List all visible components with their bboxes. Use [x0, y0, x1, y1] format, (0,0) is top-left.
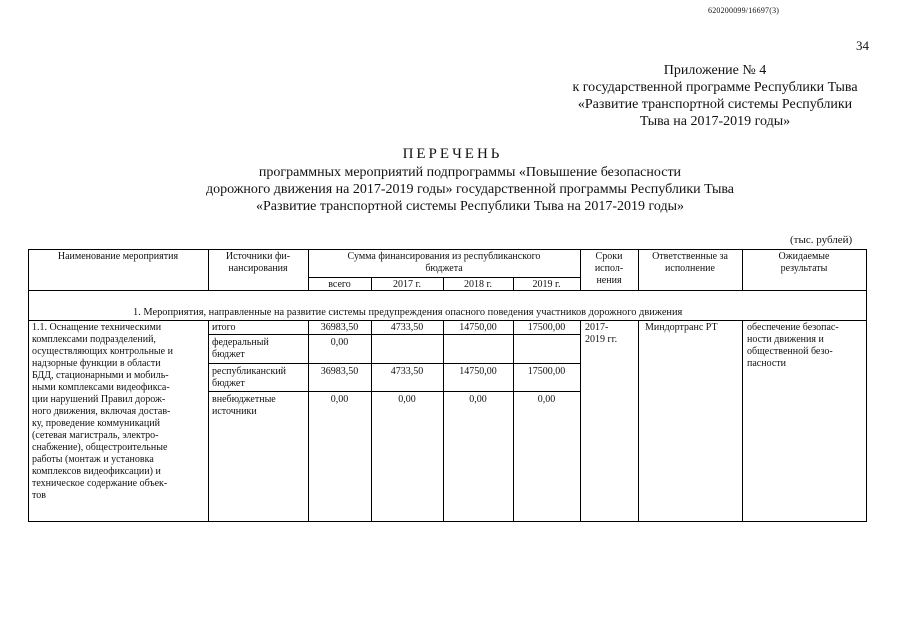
source-label-line: внебюджетные	[212, 394, 276, 405]
header-name: Наименование мероприятия	[57, 251, 179, 262]
measure-name-line: комплексов видеофиксации) и	[32, 466, 161, 477]
measure-name-line: (сетевая магистраль, электро-	[32, 430, 159, 441]
cell-terms	[585, 322, 637, 346]
document-subtitle	[120, 164, 820, 215]
header-sources	[208, 251, 308, 275]
cell-2017: 0,00	[398, 394, 416, 405]
results-line: обеспечение безопас-	[747, 322, 839, 333]
measure-name-line: ку, проведение коммуникаций	[32, 418, 160, 429]
measure-name-line: работы (монтаж и установка	[32, 454, 154, 465]
header-2017: 2017 г.	[393, 279, 421, 290]
header-sum-line: Сумма финансирования из республиканского	[347, 251, 541, 262]
measure-name-line: техническое содержание объек-	[32, 478, 168, 489]
cell-2019: 17500,00	[527, 366, 566, 377]
measure-name-line: надзорные функции в области	[32, 358, 161, 369]
document-title: ПЕРЕЧЕНЬ	[402, 146, 503, 162]
source-label-line: бюджет	[212, 349, 245, 360]
measure-name-line: тов	[32, 490, 46, 501]
appendix-line: Приложение № 4	[663, 63, 767, 78]
subtitle-line: программных мероприятий подпрограммы «Повышение безопасности	[258, 165, 682, 180]
header-results-line: Ожидаемые	[778, 251, 830, 262]
appendix-header	[560, 62, 870, 130]
cell-total: 0,00	[330, 337, 349, 348]
header-terms-line: нения	[596, 275, 622, 286]
header-2018: 2018 г.	[464, 279, 492, 290]
measure-name-line: снабжение), общестроительные	[32, 442, 168, 453]
source-label-line: республиканский	[212, 366, 287, 377]
source-label-line: бюджет	[212, 378, 245, 389]
section-title: 1. Мероприятия, направленные на развитие системы предупреждения опасного поведения участников дорожного движения	[133, 307, 683, 318]
appendix-line: Тыва на 2017-2019 годы»	[639, 114, 791, 129]
cell-2018: 14750,00	[459, 322, 497, 333]
source-federal-label	[212, 337, 306, 361]
cell-2019: 17500,00	[527, 322, 566, 333]
cell-results	[747, 322, 865, 370]
measure-name-line: ции нарушений Правил дорож-	[32, 394, 166, 405]
source-republic-label	[212, 366, 306, 390]
cell-total: 36983,50	[320, 322, 359, 333]
header-sources-line: нансирования	[228, 263, 288, 274]
header-sum	[308, 251, 580, 275]
measure-name	[32, 322, 208, 502]
header-terms	[580, 251, 638, 287]
header-sum-line: бюджета	[425, 263, 463, 274]
measure-name-line: 1.1. Оснащение техническими	[32, 322, 162, 333]
header-sources-line: Источники фи-	[225, 251, 291, 262]
terms-line: 2017-	[585, 322, 609, 333]
results-line: общественной безо-	[747, 346, 833, 357]
cell-2018: 0,00	[469, 394, 487, 405]
source-total-label: итого	[212, 322, 236, 333]
appendix-line: к государственной программе Республики Тыва	[572, 80, 858, 95]
measure-name-line: комплексами подразделений,	[32, 334, 156, 345]
results-line: ности движения и	[747, 334, 824, 345]
header-responsible-line: исполнение	[665, 263, 715, 274]
header-terms-line: испол-	[594, 263, 624, 274]
cell-2017: 4733,50	[390, 366, 424, 377]
document-id: 620200099/16697(3)	[708, 6, 780, 15]
measure-name-line: осуществляющих контрольные и	[32, 346, 173, 357]
header-2019: 2019 г.	[532, 279, 561, 290]
cell-total: 0,00	[330, 394, 349, 405]
subtitle-line: «Развитие транспортной системы Республики Тыва на 2017-2019 годы»	[255, 199, 685, 214]
cell-2017: 4733,50	[390, 322, 424, 333]
appendix-line: «Развитие транспортной системы Республики	[577, 97, 853, 112]
source-extrabudget-label	[212, 394, 306, 418]
terms-line: 2019 гг.	[585, 334, 618, 345]
results-line: пасности	[747, 358, 786, 369]
subtitle-line: дорожного движения на 2017-2019 годы» государственной программы Республики Тыва	[205, 182, 735, 197]
measure-name-line: ными комплексами видеофикса-	[32, 382, 170, 393]
page-number: 34	[856, 38, 869, 53]
header-total: всего	[328, 279, 351, 290]
header-responsible	[638, 251, 742, 275]
header-results	[742, 251, 866, 275]
units-note: (тыс. рублей)	[790, 234, 853, 246]
header-responsible-line: Ответственные за	[652, 251, 728, 262]
source-label-line: источники	[212, 406, 257, 417]
cell-2018: 14750,00	[459, 366, 497, 377]
measure-name-line: ного движения, включая достав-	[32, 406, 171, 417]
cell-responsible: Миндортранс РТ	[645, 322, 718, 333]
cell-total: 36983,50	[320, 366, 359, 377]
source-label-line: федеральный	[212, 337, 269, 348]
cell-2019: 0,00	[537, 394, 556, 405]
header-results-line: результаты	[780, 263, 828, 274]
header-terms-line: Сроки	[595, 251, 623, 262]
measure-name-line: БДД, стационарными и мобиль-	[32, 370, 169, 381]
